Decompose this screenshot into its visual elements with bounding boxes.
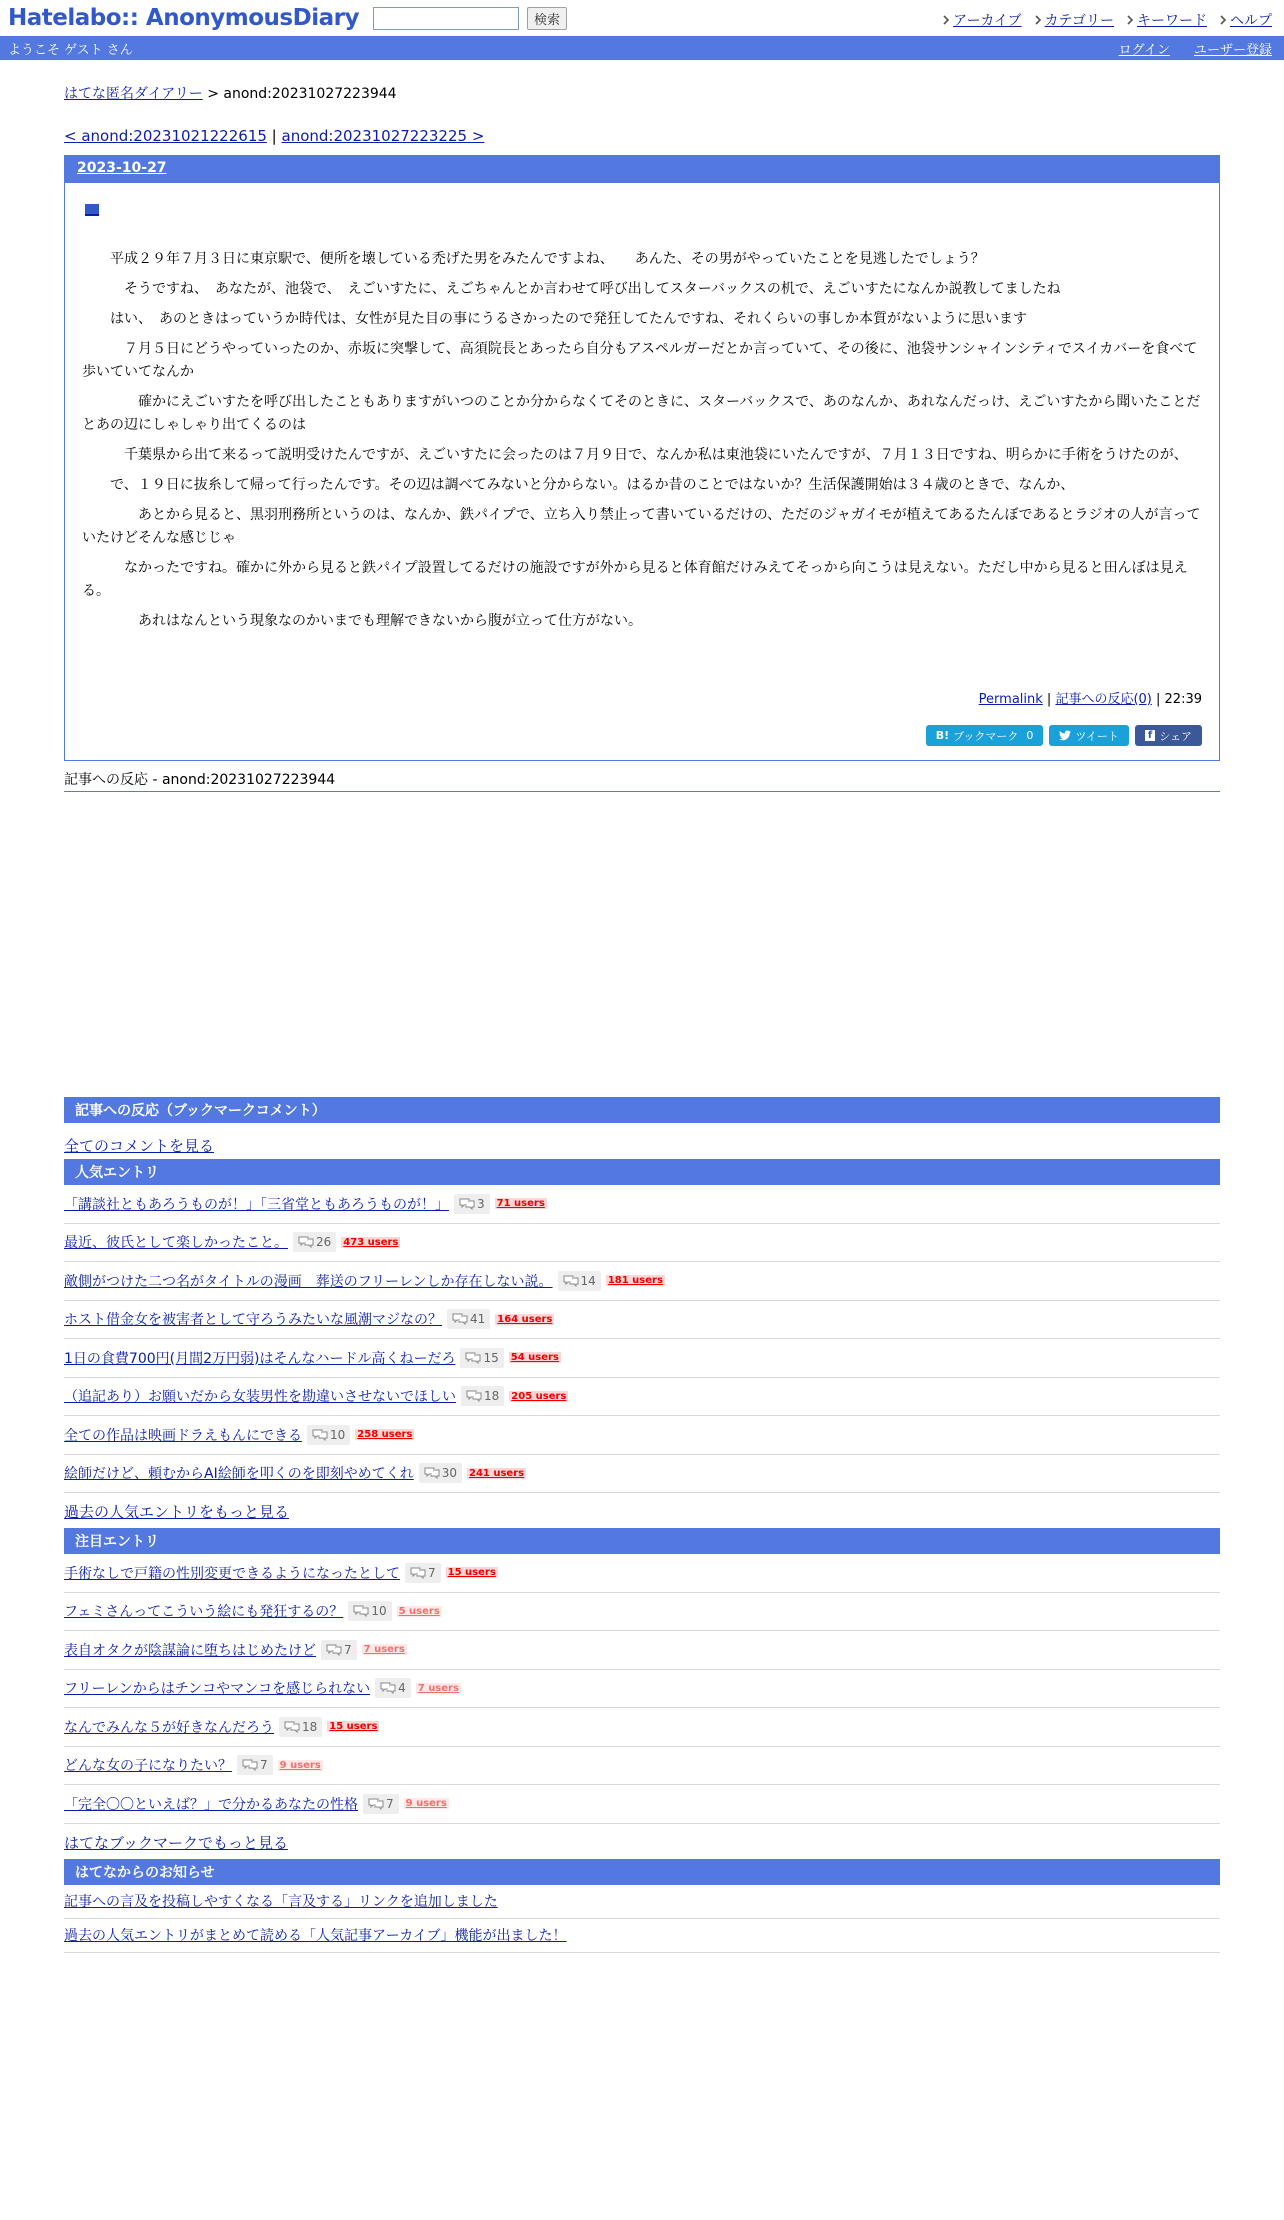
entry-title-link[interactable]: 最近、彼氏として楽しかったこと。 [64,1235,288,1252]
notice-item [64,1885,1220,1919]
nav-category-link[interactable] [1034,10,1114,30]
facebook-icon: f [1145,730,1155,741]
tweet-label: ツイート [1075,729,1119,743]
entry-title-link[interactable]: 全ての作品は映画ドラえもんにできる [64,1427,302,1444]
entry-paragraph: で、１９日に抜糸して帰って行ったんです。その辺は調べてみないと分からない。はるか昔のことではないか？生活保護開始は３４歳のときで、なんか、 [82,477,1075,493]
entry-list-item [64,1301,1220,1340]
bookmark-users-link[interactable]: 473 users [343,1236,399,1248]
comment-count: 14 [580,1273,596,1288]
comment-count: 7 [386,1796,394,1811]
popular-more-link[interactable]: 過去の人気エントリをもっと見る [64,1503,290,1521]
entry-time: 22:39 [1164,692,1202,707]
comment-count-badge[interactable] [279,1717,322,1737]
comment-bubble-icon [326,1644,342,1656]
bookmark-users-link[interactable]: 181 users [607,1275,663,1287]
search-form [373,7,567,30]
breadcrumb-separator: > [202,86,224,102]
comment-bubble-icon [410,1567,426,1579]
entry-title-link[interactable]: 手術なしで戸籍の性別変更できるようになったとして [64,1565,400,1582]
bookmark-users-link[interactable]: 7 users [363,1644,405,1656]
entry-title-link[interactable]: フェミさんってこういう絵にも発狂するの？ [64,1604,344,1621]
bookmark-users-link[interactable]: 7 users [417,1682,459,1694]
chevron-right-icon [942,15,950,25]
bookmark-users-link[interactable]: 9 users [405,1798,447,1810]
nav-keyword-label: キーワード [1137,13,1207,29]
comment-bubble-icon [424,1467,440,1479]
comment-count-badge[interactable] [405,1563,441,1583]
comment-bubble-icon [368,1798,384,1810]
entry-box [64,155,1220,761]
entry-title-link[interactable]: 絵師だけど、頼むからAI絵師を叩くのを即刻やめてくれ [64,1466,414,1483]
comment-bubble-icon [284,1721,300,1733]
entry-list-item [64,1262,1220,1301]
bookmark-users-link[interactable]: 258 users [357,1429,413,1441]
comment-bubble-icon [380,1682,396,1694]
entry-paragraph: そうですね、 あなたが、池袋で、 えごいすたに、えごちゃんとか言わせて呼び出してスターバックスの机で、えごいすたになんか説教してましたね [82,281,1061,297]
comment-count-badge[interactable] [363,1794,399,1814]
entry-title-link[interactable]: なんでみんな５が好きなんだろう [64,1719,274,1736]
chevron-right-icon [1034,15,1042,25]
bookmark-users-link[interactable]: 241 users [469,1467,525,1479]
next-entry-link[interactable]: anond:20231027223225 > [281,127,485,145]
entry-list-item [64,1455,1220,1494]
comment-count: 7 [260,1758,268,1773]
search-input[interactable] [373,7,519,30]
site-logo[interactable]: Hatelabo:: AnonymousDiary [8,5,359,31]
notices-title: はてなからのお知らせ [64,1859,1220,1885]
comment-count: 7 [344,1642,352,1657]
comment-count: 10 [371,1604,387,1619]
welcome-text: ようこそ ゲスト さん [8,42,133,58]
entry-footer [82,688,1202,707]
comment-count: 18 [484,1389,500,1404]
share-buttons [82,725,1202,746]
popular-entries-title: 人気エントリ [64,1159,1220,1185]
entry-paragraph: はい、 あのときはっていうか時代は、女性が見た目の事にうるさかったので発狂してたんですね、それくらいの事しか本質がないように思います [82,311,1027,327]
notices-list [64,1885,1220,1953]
notice-item [64,1919,1220,1953]
entry-date-bar [65,156,1219,183]
footer-separator: | [1151,692,1165,707]
entry-title-link[interactable]: ホスト借金女を被害者として守ろうみたいな風潮マジなの？ [64,1312,442,1329]
day-nav-separator: | [266,127,282,145]
comment-count-badge[interactable] [375,1678,411,1698]
header-nav [942,10,1272,30]
day-nav [64,127,1220,145]
comment-count-badge[interactable] [558,1271,601,1291]
entry-list-item [64,1785,1220,1824]
bookmark-users-link[interactable]: 5 users [398,1605,440,1617]
entry-list-item [64,1631,1220,1670]
popular-entries-list [64,1185,1220,1493]
comment-bubble-icon [298,1236,314,1248]
entry-title-link[interactable]: 表自オタクが陰謀論に堕ちはじめたけど [64,1642,316,1659]
hatena-bookmark-button[interactable] [926,725,1044,746]
entry-paragraph: ７月５日にどうやっていったのか、赤坂に突撃して、高須院長とあったら自分もアスペルガーだとか言っていて、その後に、池袋サンシャインシティでスイカバーを食べて歩いていてなんか [82,341,1198,380]
comment-bubble-icon [465,1352,481,1364]
register-link[interactable]: ユーザー登録 [1193,42,1272,58]
bookmark-users-link[interactable]: 164 users [497,1313,553,1325]
comment-count-badge[interactable] [454,1194,490,1214]
bookmark-users-link[interactable]: 205 users [511,1390,567,1402]
hot-more-link[interactable]: はてなブックマークでもっと見る [64,1833,288,1852]
comment-count-badge[interactable] [348,1601,391,1621]
comment-count: 7 [428,1565,436,1580]
comment-count-badge[interactable] [419,1463,462,1483]
entry-title-link[interactable]: 「講談社ともあろうものが！」「三省堂ともあろうものが！」 [64,1196,449,1213]
comment-bubble-icon [312,1429,328,1441]
comment-bubble-icon [452,1313,468,1325]
breadcrumb-home-link[interactable]: はてな匿名ダイアリー [64,86,203,102]
comment-bubble-icon [563,1275,579,1287]
bookmark-users-link[interactable]: 9 users [279,1759,321,1771]
comment-count: 3 [477,1196,485,1211]
nav-help-link[interactable] [1219,10,1272,30]
bookmark-users-link[interactable]: 15 users [447,1567,496,1579]
login-link[interactable]: ログイン [1118,42,1170,58]
comment-count: 4 [398,1681,406,1696]
nav-keyword-link[interactable] [1126,10,1207,30]
comment-count: 10 [330,1427,346,1442]
ad-space [64,792,1220,1097]
comment-bubble-icon [242,1759,258,1771]
reactions-heading: 記事への反応 - anond:20231027223944 [64,769,1220,792]
bookmark-comments-title: 記事への反応（ブックマークコメント） [64,1097,1220,1123]
comment-count: 18 [302,1719,318,1734]
notice-link[interactable]: 過去の人気エントリがまとめて読める「人気記事アーカイブ」機能が出ました！ [64,1928,567,1944]
welcome-bar [0,36,1284,60]
entry-title-link[interactable]: 「完全〇〇といえば？」で分かるあなたの性格 [64,1796,358,1813]
nav-archive-link[interactable] [942,10,1021,30]
entry-list-item [64,1378,1220,1417]
entry-paragraph: 千葉県から出て来るって説明受けたんですが、えごいすたに会ったのは７月９日で、なんか私は東池袋にいたんですが、７月１３日ですね、明らかに手術をうけたのが、 [82,447,1188,463]
entry-title-link[interactable]: 敵側がつけた二つ名がタイトルの漫画 葬送のフリーレンしか存在しない説。 [64,1273,553,1290]
entry-list-item [64,1185,1220,1224]
entry-title-link[interactable]: 1日の食費700円(月間2万円弱)はそんなハードル高くねーだろ [64,1350,456,1367]
entry-list-item [64,1593,1220,1632]
hatena-bookmark-count: 0 [1026,729,1034,742]
entry-list-item [64,1224,1220,1263]
twitter-bird-icon [1059,730,1071,741]
nav-archive-label: アーカイブ [953,13,1022,29]
entry-paragraph: 平成２９年７月３日に東京駅で、便所を壊している禿げた男をみたんですよね、 あんた、その男がやっていたことを見逃したでしょう？ [82,251,985,267]
entry-paragraphs [82,248,1202,633]
comment-count-badge[interactable] [447,1309,490,1329]
search-button[interactable]: 検索 [527,7,567,30]
bookmark-users-link[interactable]: 71 users [496,1198,545,1210]
hatena-bookmark-icon: B! [935,729,950,742]
tweet-button[interactable] [1049,725,1128,746]
permalink-link[interactable]: Permalink [978,692,1043,707]
comment-count-badge[interactable] [461,1386,504,1406]
footer-separator: | [1042,692,1056,707]
entry-list-item [64,1670,1220,1709]
hot-entries-title: 注目エントリ [64,1528,1220,1554]
comment-count: 26 [316,1235,332,1250]
comment-bubble-icon [466,1390,482,1402]
reactions-link[interactable]: 記事への反応(0) [1055,692,1152,707]
site-header [0,0,1284,36]
comment-bubble-icon [459,1198,475,1210]
comment-count: 30 [441,1466,457,1481]
comment-count-badge[interactable] [460,1348,503,1368]
chevron-right-icon [1126,15,1134,25]
section-marker-link[interactable] [85,204,99,216]
entry-paragraph: あとから見ると、黒羽刑務所というのは、なんか、鉄パイプで、立ち入り禁止って書いているだけの、ただのジャガイモが植えてあるたんぼであるとラジオの人が言っていたけどそんな感じじゃ [82,507,1201,546]
entry-title-link[interactable]: （追記あり）お願いだから女装男性を勘違いさせないでほしい [64,1389,456,1406]
comment-count: 15 [483,1350,499,1365]
comment-count-badge[interactable] [307,1425,350,1445]
entry-list-item [64,1339,1220,1378]
all-comments-link[interactable]: 全てのコメントを見る [64,1137,215,1155]
facebook-share-label: シェア [1159,729,1192,743]
entry-list-item [64,1554,1220,1593]
hatena-bookmark-label: ブックマーク [953,729,1019,743]
entry-date-link[interactable]: 2023-10-27 [77,160,167,176]
entry-list-item [64,1747,1220,1786]
chevron-right-icon [1219,15,1227,25]
breadcrumb [64,83,1220,103]
comment-count-badge[interactable] [321,1640,357,1660]
nav-help-label: ヘルプ [1230,13,1272,29]
entry-paragraph: なかったですね。確かに外から見ると鉄パイプ設置してるだけの施設ですが外から見ると体育館だけみえてそっから向こうは見えない。ただし中から見ると田んぼは見える。 [82,560,1188,599]
nav-category-label: カテゴリー [1044,13,1114,29]
comment-count: 41 [470,1312,486,1327]
comment-count-badge[interactable] [237,1755,273,1775]
comment-count-badge[interactable] [293,1232,336,1252]
main-content [64,83,1220,1953]
hot-entries-list [64,1554,1220,1824]
entry-title-link[interactable]: フリーレンからはチンコやマンコを感じられない [64,1681,371,1698]
facebook-share-button[interactable] [1135,725,1202,746]
notice-link[interactable]: 記事への言及を投稿しやすくなる「言及する」リンクを追加しました [64,1894,498,1910]
bookmark-users-link[interactable]: 15 users [329,1721,378,1733]
breadcrumb-current: anond:20231027223944 [223,86,397,102]
entry-paragraph: 確かにえごいすたを呼び出したこともありますがいつのことか分からなくてそのときに、スターバックスで、あのなんか、あれなんだっけ、えごいすたから聞いたことだとあの辺にしゃしゃり出てくるのは [82,394,1201,433]
entry-paragraph: あれはなんという現象なのかいまでも理解できないから腹が立って仕方がない。 [82,613,642,629]
entry-list-item [64,1416,1220,1455]
comment-bubble-icon [353,1605,369,1617]
bookmark-users-link[interactable]: 54 users [510,1352,559,1364]
entry-title-link[interactable]: どんな女の子になりたい？ [64,1758,232,1775]
entry-body [65,183,1219,760]
entry-list-item [64,1708,1220,1747]
prev-entry-link[interactable]: < anond:20231021222615 [64,127,267,145]
